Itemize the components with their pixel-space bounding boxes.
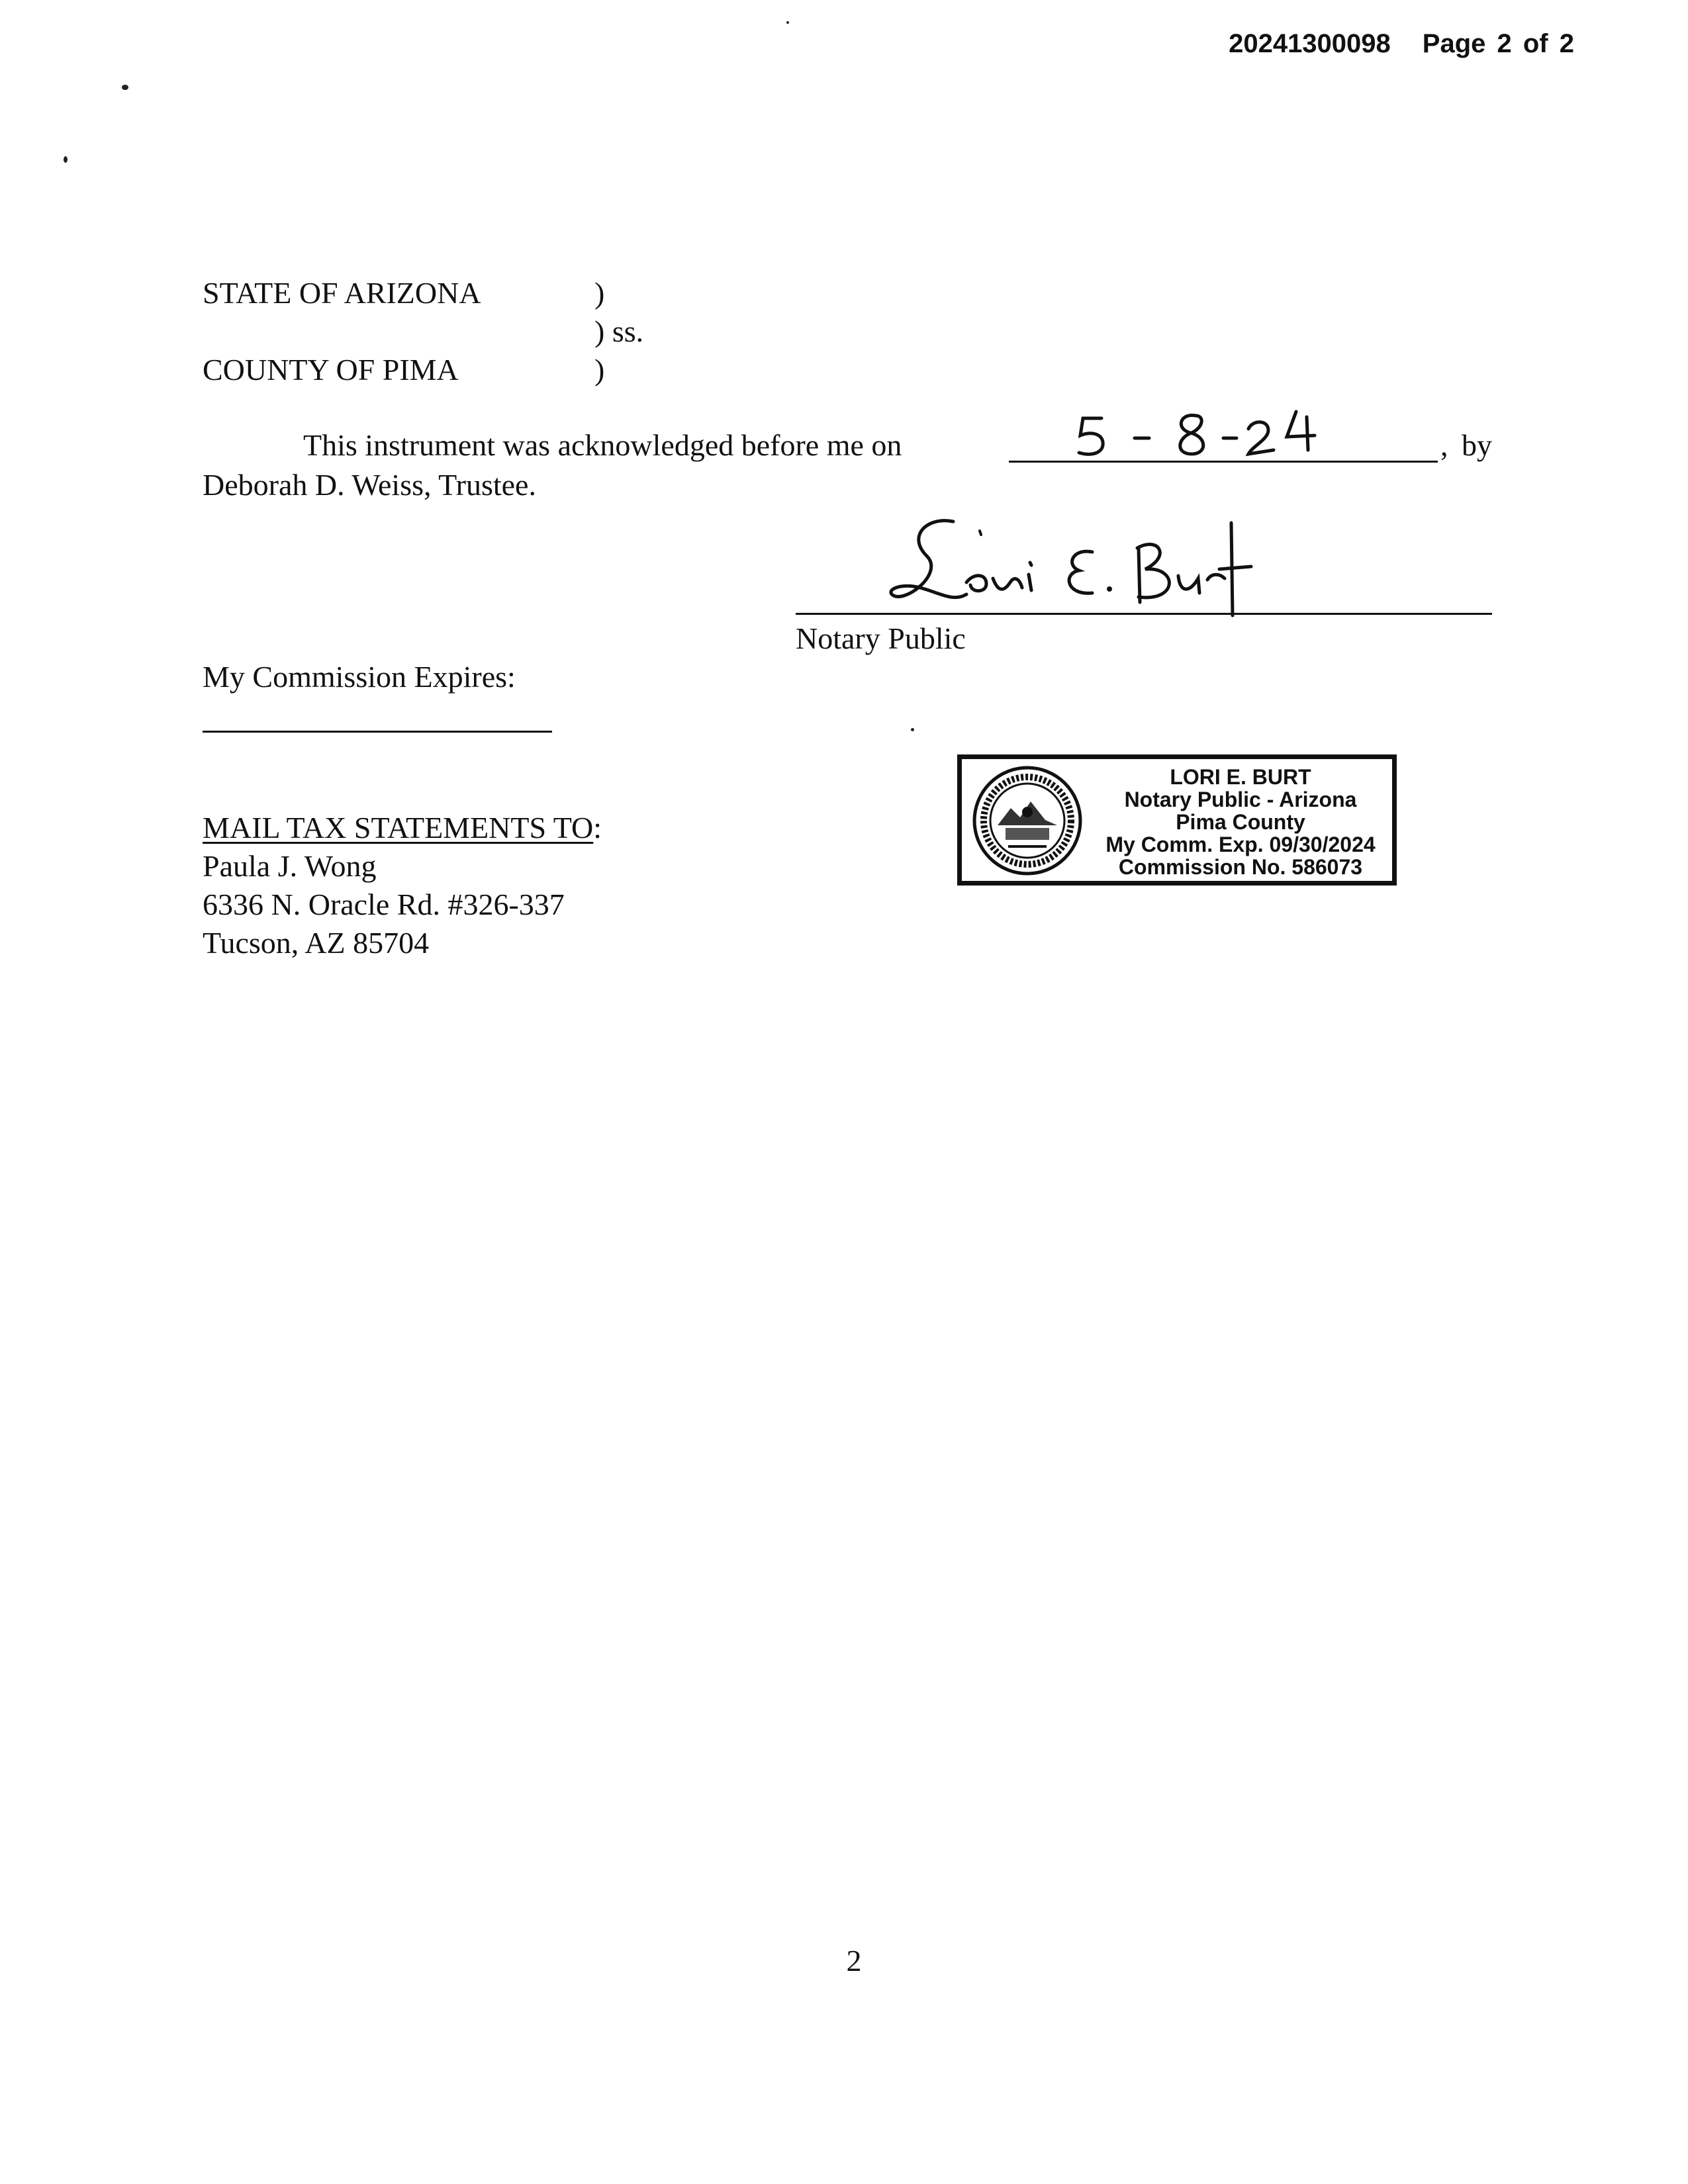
notary-signature xyxy=(880,510,1291,629)
mail-tax-heading xyxy=(203,809,602,847)
handwritten-date xyxy=(1050,406,1394,466)
document-number: 20241300098 xyxy=(1229,29,1391,58)
acknowledgment-line xyxy=(203,426,1493,466)
mail-recipient-name: Paula J. Wong xyxy=(203,849,377,883)
arizona-seal-icon xyxy=(971,764,1084,877)
mail-tax-heading-colon: : xyxy=(593,811,602,844)
venue-paren-top: ) xyxy=(594,276,605,310)
venue-county: COUNTY OF PIMA xyxy=(203,353,459,387)
stamp-expiration: My Comm. Exp. 09/30/2024 xyxy=(1105,833,1376,856)
stamp-notary-title: Notary Public - Arizona xyxy=(1124,788,1357,811)
stamp-notary-name: LORI E. BURT xyxy=(1170,765,1311,789)
mail-street-address: 6336 N. Oracle Rd. #326-337 xyxy=(203,887,565,921)
signature-line xyxy=(796,613,1492,615)
commission-expires-line xyxy=(203,731,552,733)
venue-paren-bottom: ) xyxy=(594,353,605,387)
venue-state: STATE OF ARIZONA xyxy=(203,276,481,310)
acknowledgment-text: This instrument was acknowledged before me on xyxy=(303,428,902,462)
scan-speck xyxy=(64,156,68,163)
acknowledgment-by: by xyxy=(1462,428,1492,462)
venue-paren-ss: ) ss. xyxy=(594,314,644,348)
scan-speck xyxy=(122,85,128,90)
document-header xyxy=(1229,29,1574,59)
stamp-county: Pima County xyxy=(1176,810,1305,834)
page-number: 2 xyxy=(846,1944,862,1978)
mail-tax-heading-text: MAIL TAX STATEMENTS TO xyxy=(203,811,594,844)
notary-public-label: Notary Public xyxy=(796,621,966,655)
stamp-commission-number: Commission No. 586073 xyxy=(1118,855,1363,879)
stamp-text-block xyxy=(1092,766,1389,878)
notary-stamp xyxy=(957,754,1397,886)
scan-speck xyxy=(911,728,914,731)
acknowledgment-signer: Deborah D. Weiss, Trustee. xyxy=(203,468,536,502)
mail-city-state-zip: Tucson, AZ 85704 xyxy=(203,926,430,960)
acknowledgment-comma: , xyxy=(1440,428,1448,462)
page-label: Page 2 of 2 xyxy=(1422,29,1574,58)
scan-speck xyxy=(786,21,789,24)
commission-expires-label: My Commission Expires: xyxy=(203,660,516,694)
